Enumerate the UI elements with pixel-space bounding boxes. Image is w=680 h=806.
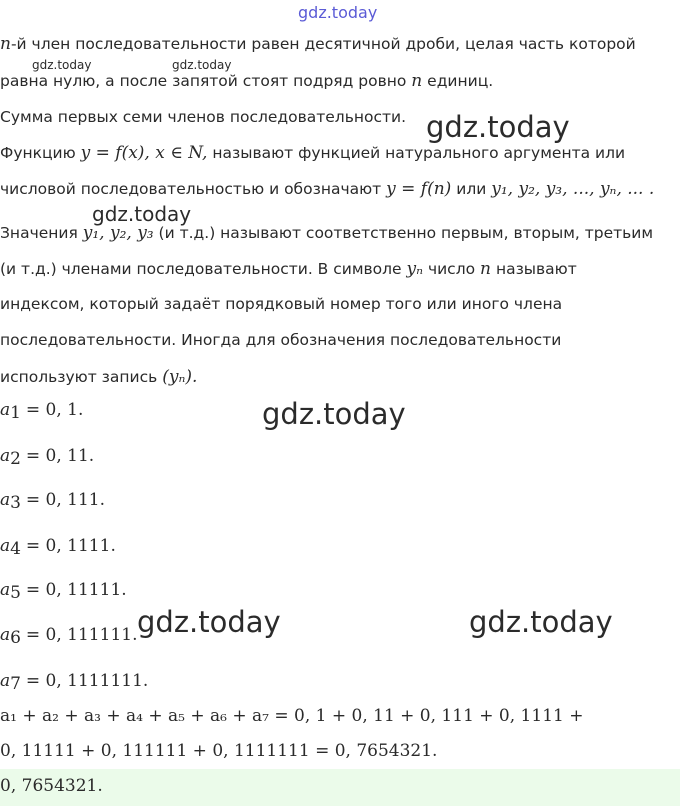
term-line: $a_5 = 0$, 11111.: [0, 580, 127, 603]
theory-line-7: используют запись (yₙ).: [0, 367, 198, 387]
term-line: $a_2 = 0$, 11.: [0, 446, 95, 469]
answer-box: [0, 769, 680, 806]
term-line: $a_7 = 0$, 1111111.: [0, 671, 149, 694]
term-line: $a_1 = 0$, 1.: [0, 400, 84, 423]
term-line: $a_4 = 0$, 1111.: [0, 536, 116, 559]
watermark: gdz.today: [298, 3, 378, 22]
watermark: gdz.today: [426, 110, 570, 144]
sum-line-2: 0, 11111 + 0, 111111 + 0, 1111111 = 0, 7654321.: [0, 741, 438, 761]
theory-line-1: Функцию y = f(x), x ∈ N, называют функцией натурального аргумента или: [0, 143, 626, 163]
intro-line-2: равна нулю, а после запятой стоят подряд ровно n единиц.: [0, 71, 494, 91]
answer-value: 0, 7654321.: [0, 776, 103, 796]
theory-line-3: Значения y₁, y₂, y₃ (и т.д.) называют соответственно первым, вторым, третьим: [0, 223, 654, 243]
sum-line-1: a₁ + a₂ + a₃ + a₄ + a₅ + a₆ + a₇ = 0, 1 + 0, 11 + 0, 111 + 0, 1111 +: [0, 706, 584, 726]
intro-line-3: Сумма первых семи членов последовательности.: [0, 108, 407, 126]
watermark: gdz.today: [469, 605, 613, 639]
watermark: gdz.today: [262, 397, 406, 431]
intro-line-1: n-й член последовательности равен десятичной дроби, целая часть которой: [0, 34, 636, 54]
theory-line-2: числовой последовательностью и обозначают y = f(n) или y₁, y₂, y₃, ..., yₙ, ... .: [0, 179, 655, 199]
watermark: gdz.today: [172, 58, 232, 72]
term-line: $a_6 = 0$, 111111.: [0, 625, 138, 648]
watermark: gdz.today: [32, 58, 92, 72]
watermark: gdz.today: [137, 605, 281, 639]
term-line: $a_3 = 0$, 111.: [0, 490, 106, 513]
theory-line-5: индексом, который задаёт порядковый номер того или иного члена: [0, 295, 563, 313]
theory-line-6: последовательности. Иногда для обозначения последовательности: [0, 331, 562, 349]
var-n: n: [0, 34, 11, 54]
theory-line-4: (и т.д.) членами последовательности. В символе yₙ число n называют: [0, 259, 577, 279]
watermark: gdz.today: [92, 202, 192, 226]
